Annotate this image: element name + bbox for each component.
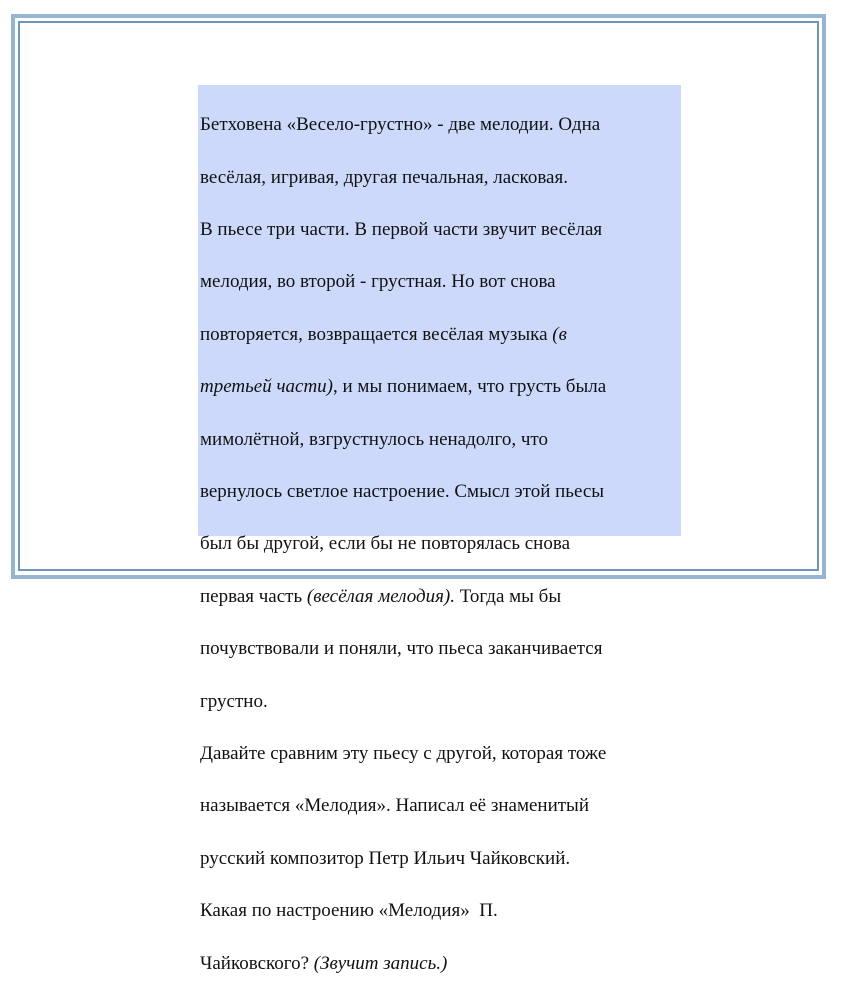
slide-text-box: [198, 85, 681, 974]
text-line: [200, 898, 679, 924]
text-run: почувствовали и поняли, что пьеса заканчивается: [200, 638, 603, 660]
text-run: Какая по настроению «Мелодия» П.: [200, 900, 498, 922]
text-run: Тогда мы бы: [455, 585, 562, 607]
text-line: [200, 374, 679, 400]
text-line: [200, 427, 679, 453]
text-run: повторяется, возвращается весёлая музыка: [200, 323, 553, 345]
text-run: , и мы понимаем, что грусть была: [333, 376, 607, 398]
text-line: [200, 846, 679, 872]
text-line: [200, 531, 679, 557]
text-run: В пьесе три части. В первой части звучит весёлая: [200, 219, 603, 241]
text-line: [200, 112, 679, 138]
text-run: первая часть: [200, 585, 307, 607]
text-line: [200, 322, 679, 348]
text-line: [200, 951, 679, 977]
text-line: [200, 689, 679, 715]
text-line: [200, 269, 679, 295]
text-line: [200, 479, 679, 505]
italic-text-run: (в: [552, 323, 567, 345]
italic-text-run: третьей части): [200, 376, 333, 398]
text-run: мимолётной, взгрустнулось ненадолго, что: [200, 428, 548, 450]
text-line: [200, 741, 679, 767]
text-line: [200, 217, 679, 243]
text-line: [200, 165, 679, 191]
text-run: вернулось светлое настроение. Смысл этой пьесы: [200, 481, 605, 503]
text-run: грустно.: [200, 690, 268, 712]
text-run: Бетховена «Весело-грустно» - две мелодии. Одна: [200, 114, 601, 136]
text-run: Чайковского?: [200, 952, 314, 974]
italic-text-run: (весёлая мелодия).: [306, 585, 455, 607]
text-line: [200, 636, 679, 662]
text-line: [200, 793, 679, 819]
italic-text-run: (Звучит запись.): [313, 952, 448, 974]
text-run: мелодия, во второй - грустная. Но вот снова: [200, 271, 556, 293]
text-run: весёлая, игривая, другая печальная, ласковая.: [200, 166, 568, 188]
text-run: называется «Мелодия». Написал её знаменитый: [200, 795, 589, 817]
text-run: русский композитор Петр Ильич Чайковский.: [200, 847, 571, 869]
text-line: [200, 584, 679, 610]
text-run: Давайте сравним эту пьесу с другой, которая тоже: [200, 743, 607, 765]
text-run: был бы другой, если бы не повторялась снова: [200, 533, 570, 555]
